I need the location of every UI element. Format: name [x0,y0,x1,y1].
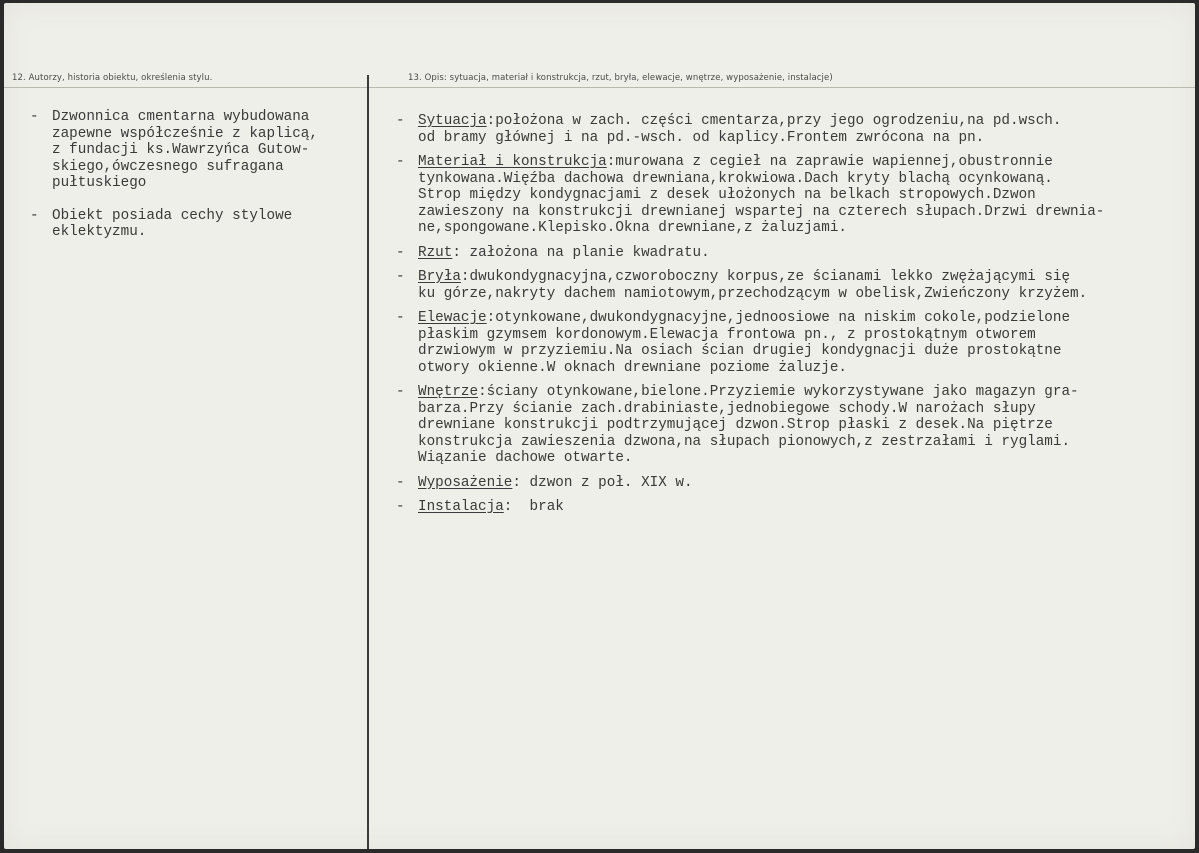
description-column [396,113,1196,524]
entry-keyword: Bryła [418,269,461,285]
text-line: ne,spongowane.Klepisko.Okna drewniane,z żaluzjami. [418,220,847,236]
text-line [418,113,1196,130]
text-line: skiego,ówczesnego sufragana [52,158,284,175]
entry-text-rest: :położona w zach. części cmentarza,przy jego ogrodzeniu,na pd.wsch. [486,113,1062,129]
description-entry [396,113,1196,146]
entry-text [52,109,370,192]
entry-keyword: Sytuacja [418,113,487,129]
entry-text [418,384,1196,467]
entry-keyword: Rzut [418,244,453,261]
entry-text [418,154,1196,237]
document-sheet [4,3,1195,849]
entry-keyword: Wyposażenie [418,474,513,491]
text-line [418,384,1196,401]
bullet-dash: - [396,474,405,491]
description-entry [396,384,1196,467]
history-entry [30,208,370,241]
entry-text [418,310,1196,376]
bullet-dash: - [396,499,405,515]
entry-text-rest: :ściany otynkowane,bielone.Przyziemie wykorzystywane jako magazyn gra- [478,384,1079,400]
description-entry [396,245,1196,262]
bullet-dash: - [396,244,405,261]
entry-keyword: Instalacja [418,499,504,515]
text-line: Obiekt posiada cechy stylowe [52,207,293,224]
entry-keyword: Wnętrze [418,384,479,400]
bullet-dash: - [30,109,39,125]
text-line [418,269,1196,286]
header-rule [4,87,1195,88]
text-line [418,154,1196,171]
entry-keyword: Materiał i konstrukcja [418,154,607,170]
text-line: otwory okienne.W oknach drewniane poziome żaluzje. [418,359,847,376]
description-entry [396,310,1196,376]
text-line: tynkowana.Więźba dachowa drewniana,krokwiowa.Dach kryty blachą ocynkowaną. [418,170,1053,187]
text-line: płaskim gzymsem kordonowym.Elewacja frontowa pn., z prostokątnym otworem [418,326,1036,343]
text-line: eklektyzmu. [52,224,147,240]
bullet-dash: - [396,154,405,170]
bullet-dash: - [396,269,405,285]
description-entry [396,499,1196,516]
description-entry [396,269,1196,302]
section-12-heading: 12. Autorzy, historia obiektu, określenia stylu. [12,73,213,83]
entry-text-rest: : założona na planie kwadratu. [452,244,710,261]
text-line [418,310,1196,327]
text-line: pułtuskiego [52,175,147,191]
entry-text [418,499,1196,516]
text-line: Wiązanie dachowe otwarte. [418,450,633,466]
entry-text-rest: : dzwon z poł. XIX w. [512,474,693,491]
entry-text [52,208,370,241]
entry-text-rest: :dwukondygnacyjna,czworoboczny korpus,ze ścianami lekko zwężającymi się [460,269,1071,285]
text-line: konstrukcja zawieszenia dzwona,na słupach pionowych,z zestrzałami i ryglami. [418,433,1071,450]
entry-text-rest: :murowana z cegieł na zaprawie wapiennej,obustronnie [606,154,1053,170]
entry-text-rest: :otynkowane,dwukondygnacyjne,jednoosiowe na niskim cokole,podzielone [486,310,1071,326]
text-line [418,245,1196,262]
entry-text [418,269,1196,302]
entry-text [418,113,1196,146]
bullet-dash: - [396,310,405,326]
bullet-dash: - [30,207,39,224]
entry-text [418,245,1196,262]
description-entry [396,154,1196,237]
section-13-heading: 13. Opis: sytuacja, materiał i konstrukcja, rzut, bryła, elewacje, wnętrze, wyposażenie, instalacje) [408,73,833,83]
text-line: zapewne współcześnie z kaplicą, [52,125,318,142]
bullet-dash: - [396,384,405,400]
text-line: Strop między kondygnacjami z desek ułożonych na belkach stropowych.Dzwon [418,187,1036,203]
text-line: z fundacji ks.Wawrzyńca Gutow- [52,142,310,158]
text-line: drewniane konstrukcji podtrzymującej dzwon.Strop płaski z desek.Na piętrze [418,417,1053,433]
text-line: ku górze,nakryty dachem namiotowym,przechodzącym w obelisk,Zwieńczony krzyżem. [418,285,1088,302]
text-line: od bramy głównej i na pd.-wsch. od kaplicy.Frontem zwrócona na pn. [418,129,985,146]
history-column [30,109,370,257]
entry-text-rest: : brak [503,499,564,515]
description-entry [396,475,1196,492]
text-line: zawieszony na konstrukcji drewnianej wspartej na czterech słupach.Drzwi drewnia- [418,203,1105,220]
history-entry [30,109,370,192]
entry-text [418,475,1196,492]
text-line: drzwiowym w przyziemiu.Na osiach ścian drugiej kondygnacji duże prostokątne [418,343,1062,359]
text-line [418,499,1196,516]
bullet-dash: - [396,113,405,129]
text-line: barza.Przy ścianie zach.drabiniaste,jednobiegowe schody.W narożach słupy [418,400,1036,417]
text-line [418,475,1196,492]
entry-keyword: Elewacje [418,310,487,326]
text-line: Dzwonnica cmentarna wybudowana [52,109,310,125]
